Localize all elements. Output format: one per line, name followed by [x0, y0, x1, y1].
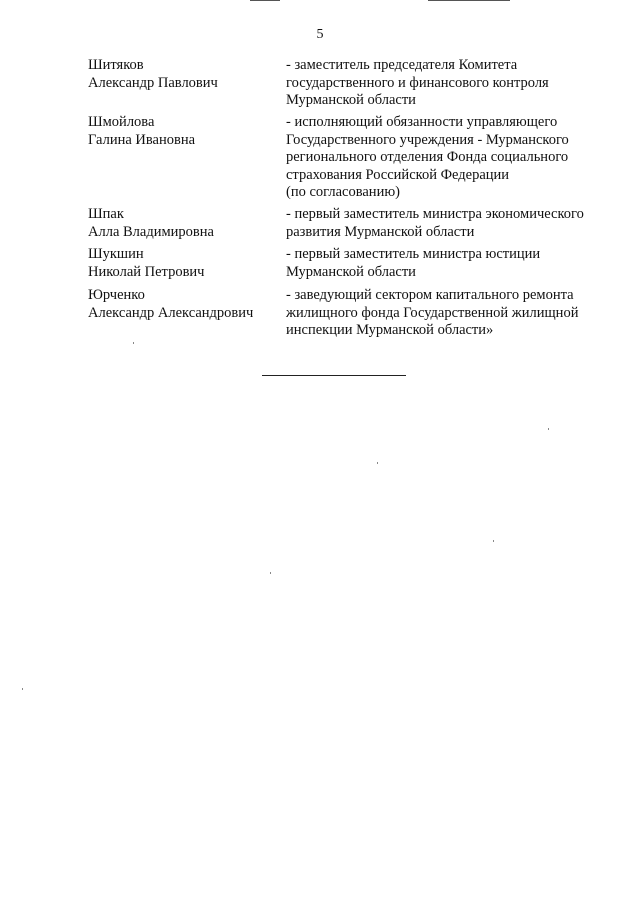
member-given-names: Александр Павлович — [88, 74, 218, 91]
member-role — [286, 57, 616, 110]
role-line: страхования Российской Федерации — [286, 166, 510, 183]
role-line: государственного и финансового контроля — [286, 74, 549, 91]
member-given-names: Галина Ивановна — [88, 131, 196, 148]
member-surname: Шукшин — [88, 246, 144, 262]
member-surname: Юрченко — [88, 287, 145, 303]
scan-speck — [22, 688, 23, 690]
role-line: - исполняющий обязанности управляющего — [286, 114, 558, 130]
role-line: - заведующий сектором капитального ремонта — [286, 287, 574, 303]
role-line: Мурманской области — [286, 263, 416, 280]
scan-speck — [133, 342, 134, 344]
role-line: развития Мурманской области — [286, 223, 475, 240]
role-line: жилищного фонда Государственной жилищной — [286, 304, 579, 321]
member-role — [286, 287, 616, 340]
member-name — [88, 246, 278, 281]
member-name — [88, 114, 278, 149]
member-given-names: Николай Петрович — [88, 263, 205, 280]
role-line: - первый заместитель министра юстиции — [286, 246, 541, 262]
scan-speck — [377, 462, 378, 464]
closing-separator-line — [262, 375, 406, 376]
role-line: - заместитель председателя Комитета — [286, 57, 518, 73]
member-role — [286, 246, 616, 281]
role-line: регионального отделения Фонда социального — [286, 149, 569, 165]
role-line: (по согласованию) — [286, 184, 400, 200]
member-role — [286, 114, 616, 202]
member-given-names: Алла Владимировна — [88, 223, 214, 240]
member-surname: Шитяков — [88, 57, 144, 73]
member-surname: Шпак — [88, 206, 124, 222]
role-line: Государственного учреждения - Мурманского — [286, 131, 569, 148]
member-given-names: Александр Александрович — [88, 304, 254, 321]
member-name — [88, 287, 278, 322]
member-role — [286, 206, 616, 241]
scan-mark — [428, 0, 510, 1]
role-line: Мурманской области — [286, 92, 416, 108]
scan-mark — [250, 0, 280, 1]
role-line: - первый заместитель министра экономического — [286, 206, 584, 222]
scan-speck — [548, 428, 549, 430]
role-line: инспекции Мурманской области» — [286, 322, 494, 338]
scan-speck — [270, 572, 271, 574]
page-number: 5 — [316, 27, 324, 42]
member-name — [88, 206, 278, 241]
member-surname: Шмойлова — [88, 114, 155, 130]
scan-speck — [493, 540, 494, 542]
member-name — [88, 57, 278, 92]
